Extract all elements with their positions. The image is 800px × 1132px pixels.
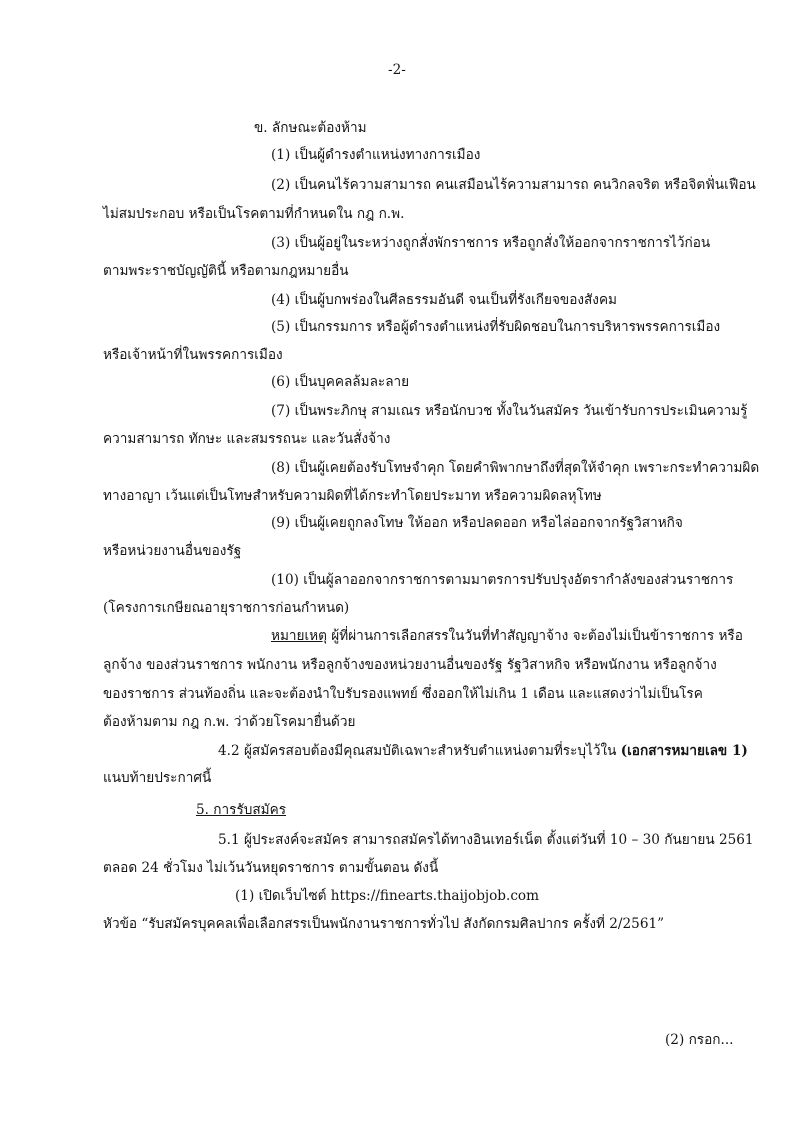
item-7-line2: ความสามารถ ทักษะ และสมรรถนะ และวันสั่งจ้าง — [103, 431, 391, 447]
item-8-line2: ทางอาญา เว้นแต่เป็นโทษสำหรับความผิดที่ได้กระทำโดยประมาท หรือความผิดลหุโทษ — [103, 488, 602, 504]
item-10-line2: (โครงการเกษียณอายุราชการก่อนกำหนด) — [103, 600, 350, 616]
item-4-line1: (4) เป็นผู้บกพร่องในศีลธรรมอันดี จนเป็นที่รังเกียจของสังคม — [271, 292, 618, 308]
clause-5-1-line2: ตลอด 24 ชั่วโมง ไม่เว้นวันหยุดราชการ ตามขั้นตอน ดังนี้ — [103, 860, 439, 876]
item-8-line1: (8) เป็นผู้เคยต้องรับโทษจำคุก โดยคำพิพากษาถึงที่สุดให้จำคุก เพราะกระทำความผิด — [271, 460, 760, 476]
item-7-line1: (7) เป็นพระภิกษุ สามเณร หรือนักบวช ทั้งในวันสมัคร วันเข้ารับการประเมินความรู้ — [271, 403, 748, 419]
step-1-line: (1) เปิดเว็บไซต์ https://finearts.thaijobjob.com — [235, 888, 540, 904]
remark-line2: ลูกจ้าง ของส่วนราชการ พนักงาน หรือลูกจ้างของหน่วยงานอื่นของรัฐ รัฐวิสาหกิจ หรือพนักงาน หรือลูกจ้าง — [103, 657, 717, 673]
item-10-line1: (10) เป็นผู้ลาออกจากราชการตามมาตรการปรับปรุงอัตรากำลังของส่วนราชการ — [271, 572, 734, 588]
clause-4-2-line1 — [218, 741, 748, 761]
continuation-text: (2) กรอก... — [665, 1032, 734, 1048]
item-9-line2: หรือหน่วยงานอื่นของรัฐ — [103, 543, 242, 559]
remark-line1 — [271, 626, 743, 646]
clause-4-2-line2: แนบท้ายประกาศนี้ — [103, 770, 212, 786]
item-3-line1: (3) เป็นผู้อยู่ในระหว่างถูกสั่งพักราชการ หรือถูกสั่งให้ออกจากราชการไว้ก่อน — [271, 235, 711, 251]
clause-5-1-line1: 5.1 ผู้ประสงค์จะสมัคร สามารถสมัครได้ทางอินเทอร์เน็ต ตั้งแต่วันที่ 10 – 30 กันยายน 2561 — [218, 832, 754, 848]
item-9-line1: (9) เป็นผู้เคยถูกลงโทษ ให้ออก หรือปลดออก หรือไล่ออกจากรัฐวิสาหกิจ — [271, 515, 683, 531]
item-1-line1: (1) เป็นผู้ดำรงตำแหน่งทางการเมือง — [271, 147, 481, 163]
item-6-line1: (6) เป็นบุคคลล้มละลาย — [271, 374, 410, 390]
remark-text: ผู้ที่ผ่านการเลือกสรรในวันที่ทำสัญญาจ้าง จะต้องไม่เป็นข้าราชการ หรือ — [326, 628, 743, 644]
remark-line4: ต้องห้ามตาม กฎ ก.พ. ว่าด้วยโรคมายื่นด้วย — [103, 714, 356, 730]
clause-4-2-text: 4.2 ผู้สมัครสอบต้องมีคุณสมบัติเฉพาะสำหรับตำแหน่งตามที่ระบุไว้ใน — [218, 743, 621, 759]
item-5-line1: (5) เป็นกรรมการ หรือผู้ดำรงตำแหน่งที่รับผิดชอบในการบริหารพรรคการเมือง — [271, 319, 721, 335]
page-number: -2- — [388, 62, 406, 78]
item-2-line1: (2) เป็นคนไร้ความสามารถ คนเสมือนไร้ความสามารถ คนวิกลจริต หรือจิตฟั่นเฟือน — [271, 177, 756, 193]
topic-line: หัวข้อ “รับสมัครบุคคลเพื่อเลือกสรรเป็นพนักงานราชการทั่วไป สังกัดกรมศิลปากร ครั้งที่ 2/2561” — [103, 916, 665, 932]
item-5-line2: หรือเจ้าหน้าที่ในพรรคการเมือง — [103, 347, 283, 363]
remark-label: หมายเหตุ — [271, 628, 327, 644]
remark-line3: ของราชการ ส่วนท้องถิ่น และจะต้องนำใบรับรองแพทย์ ซึ่งออกให้ไม่เกิน 1 เดือน และแสดงว่าไม่เป็นโรค — [103, 686, 703, 702]
section-5-heading: 5. การรับสมัคร — [196, 802, 287, 818]
item-3-line2: ตามพระราชบัญญัตินี้ หรือตามกฎหมายอื่น — [103, 263, 349, 279]
clause-4-2-doc-ref: (เอกสารหมายเลข 1) — [620, 743, 748, 759]
section-heading: ข. ลักษณะต้องห้าม — [254, 120, 367, 136]
item-2-line2: ไม่สมประกอบ หรือเป็นโรคตามที่กำหนดใน กฎ ก.พ. — [103, 206, 405, 222]
